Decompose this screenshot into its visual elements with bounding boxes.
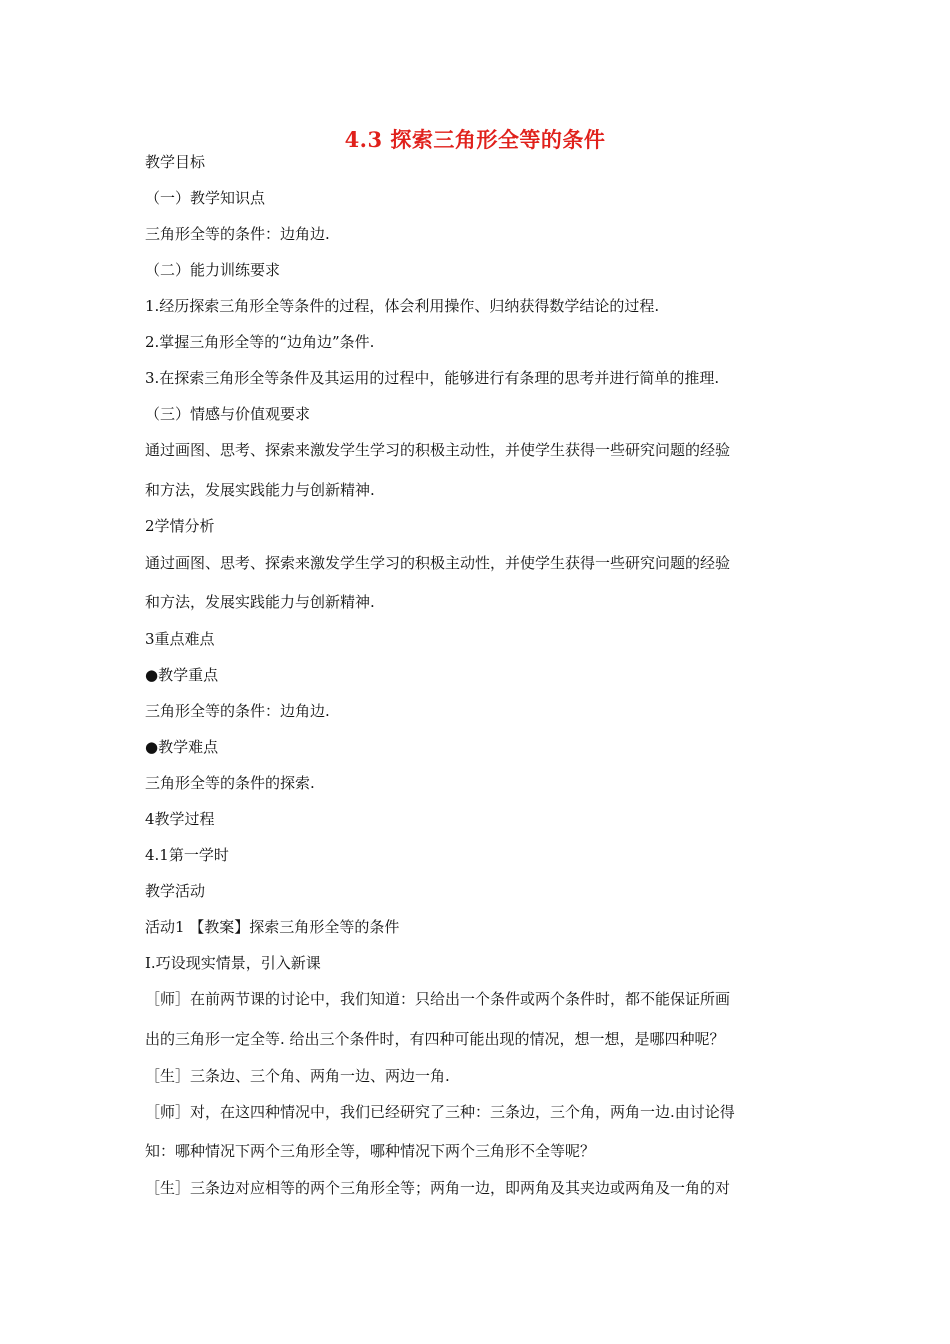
heading-activities: 教学活动 bbox=[145, 882, 206, 900]
dialogue-line: 出的三角形一定全等. 给出三个条件时，有四种可能出现的情况，想一想，是哪四种呢？ bbox=[145, 1030, 725, 1048]
paragraph-line: 3.在探索三角形全等条件及其运用的过程中，能够进行有条理的思考并进行简单的推理. bbox=[145, 369, 720, 387]
bullet-key-point: ●教学重点 bbox=[145, 666, 219, 684]
dialogue-line: ［师］在前两节课的讨论中，我们知道：只给出一个条件或两个条件时，都不能保证所画 bbox=[145, 990, 731, 1008]
paragraph-line: 三角形全等的条件：边角边. bbox=[145, 702, 330, 720]
subheading-first-lesson: 4.1第一学时 bbox=[145, 846, 229, 864]
section-intro: Ⅰ.巧设现实情景，引入新课 bbox=[145, 954, 321, 972]
dialogue-line: ［生］三条边、三个角、两角一边、两边一角. bbox=[145, 1067, 450, 1085]
page-title: 4.3 探索三角形全等的条件 bbox=[344, 127, 606, 152]
dialogue-line: 知：哪种情况下两个三角形全等，哪种情况下两个三角形不全等呢？ bbox=[145, 1142, 596, 1160]
bullet-difficulty: ●教学难点 bbox=[145, 738, 219, 756]
paragraph-line: 和方法，发展实践能力与创新精神. bbox=[145, 481, 375, 499]
dialogue-line: ［师］对，在这四种情况中，我们已经研究了三种：三条边，三个角，两角一边.由讨论得 bbox=[145, 1103, 735, 1121]
paragraph-line: 2.掌握三角形全等的“边角边”条件. bbox=[145, 333, 375, 351]
heading-teaching-process: 4教学过程 bbox=[145, 810, 215, 828]
heading-student-analysis: 2学情分析 bbox=[145, 517, 215, 535]
dialogue-line: ［生］三条边对应相等的两个三角形全等；两角一边，即两角及其夹边或两角及一角的对 bbox=[145, 1179, 731, 1197]
paragraph-line: 通过画图、思考、探索来激发学生学习的积极主动性，并使学生获得一些研究问题的经验 bbox=[145, 554, 731, 572]
paragraph-line: 1.经历探索三角形全等条件的过程，体会利用操作、归纳获得数学结论的过程. bbox=[145, 297, 660, 315]
paragraph-line: 和方法，发展实践能力与创新精神. bbox=[145, 593, 375, 611]
heading-key-points: 3重点难点 bbox=[145, 630, 215, 648]
paragraph-line: 三角形全等的条件：边角边. bbox=[145, 225, 330, 243]
subheading-knowledge: （一）教学知识点 bbox=[145, 189, 266, 207]
subheading-ability: （二）能力训练要求 bbox=[145, 261, 281, 279]
paragraph-line: 三角形全等的条件的探索. bbox=[145, 774, 315, 792]
activity-title: 活动1 【教案】探索三角形全等的条件 bbox=[145, 918, 400, 936]
paragraph-line: 通过画图、思考、探索来激发学生学习的积极主动性，并使学生获得一些研究问题的经验 bbox=[145, 441, 731, 459]
heading-teaching-goals: 教学目标 bbox=[145, 153, 206, 171]
subheading-values: （三）情感与价值观要求 bbox=[145, 405, 311, 423]
